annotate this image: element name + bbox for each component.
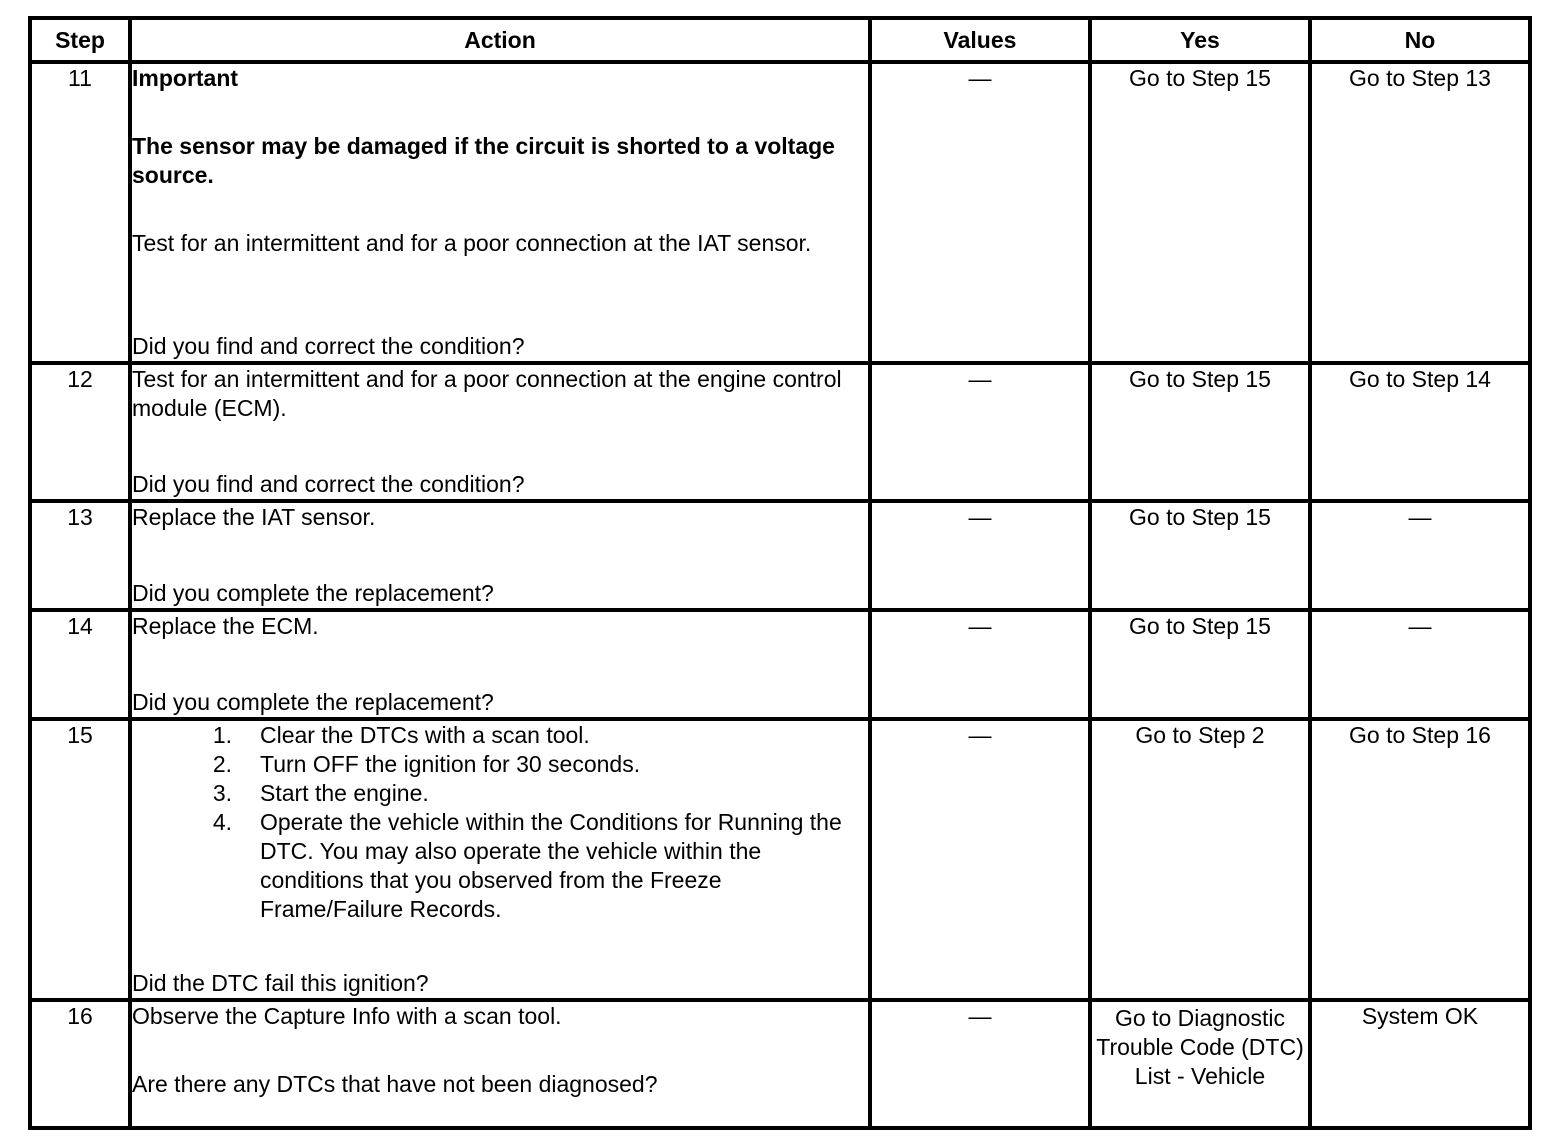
step-number: 12 [30,363,130,501]
list-item-number: 1. [212,722,232,748]
list-item-number: 2. [212,751,232,777]
no-value: — [1310,501,1530,610]
header-values: Values [870,18,1090,62]
list-item-number: 3. [212,780,232,806]
no-value: System OK [1310,1000,1530,1128]
table-row [30,501,1530,610]
header-step: Step [30,18,130,62]
list-item-text: Clear the DTCs with a scan tool. [260,722,590,748]
list-item [132,750,868,779]
table-row [30,610,1530,719]
yes-link[interactable]: Go to Step 15 [1090,610,1310,719]
action-cell [130,1000,870,1128]
values-cell: — [870,62,1090,363]
step-number: 14 [30,610,130,719]
yes-link[interactable]: Go to Step 15 [1090,363,1310,501]
action-cell [130,62,870,363]
values-cell: — [870,719,1090,1000]
action-cell [130,363,870,501]
yes-link[interactable]: Go to Step 2 [1090,719,1310,1000]
list-item [132,779,868,808]
yes-link[interactable]: Go to Diagnostic Trouble Code (DTC) List - Vehicle [1090,1000,1310,1128]
action-question: Did you complete the replacement? [132,689,494,715]
header-yes: Yes [1090,18,1310,62]
list-item-number: 4. [212,809,232,835]
no-value: — [1310,610,1530,719]
no-link[interactable]: Go to Step 13 [1310,62,1530,363]
header-no: No [1310,18,1530,62]
important-label: Important [132,65,239,91]
action-cell [130,501,870,610]
no-link[interactable]: Go to Step 14 [1310,363,1530,501]
table-row [30,62,1530,363]
action-question: Did the DTC fail this ignition? [132,970,429,996]
list-item [132,721,868,750]
header-row [30,18,1530,62]
table-row [30,1000,1530,1128]
list-item-text: Operate the vehicle within the Conditions for Running the DTC. You may also operate the vehicle within the conditions that you observed from the Freeze Frame/Failure Records. [260,809,842,922]
action-instruction: Replace the ECM. [132,613,319,639]
action-cell [130,610,870,719]
step-number: 11 [30,62,130,363]
action-instruction: Observe the Capture Info with a scan tool. [132,1003,562,1029]
action-question: Did you complete the replacement? [132,580,494,606]
action-instruction: Test for an intermittent and for a poor connection at the IAT sensor. [132,230,812,256]
table-row [30,719,1530,1000]
table-row [30,363,1530,501]
list-item-text: Start the engine. [260,780,429,806]
values-cell: — [870,1000,1090,1128]
header-action: Action [130,18,870,62]
yes-link[interactable]: Go to Step 15 [1090,62,1310,363]
action-question: Did you find and correct the condition? [132,471,525,497]
values-cell: — [870,363,1090,501]
warning-text: The sensor may be damaged if the circuit is shorted to a voltage source. [132,133,835,188]
action-cell [130,719,870,1000]
diagnostic-table [28,16,1532,1130]
yes-link[interactable]: Go to Step 15 [1090,501,1310,610]
list-item-text: Turn OFF the ignition for 30 seconds. [260,751,641,777]
action-question: Are there any DTCs that have not been diagnosed? [132,1071,658,1097]
values-cell: — [870,501,1090,610]
procedure-list [132,721,868,924]
action-instruction: Test for an intermittent and for a poor connection at the engine control module (ECM). [132,366,842,421]
step-number: 15 [30,719,130,1000]
action-question: Did you find and correct the condition? [132,333,525,359]
no-link[interactable]: Go to Step 16 [1310,719,1530,1000]
step-number: 13 [30,501,130,610]
list-item [132,808,868,924]
action-instruction: Replace the IAT sensor. [132,504,376,530]
step-number: 16 [30,1000,130,1128]
values-cell: — [870,610,1090,719]
